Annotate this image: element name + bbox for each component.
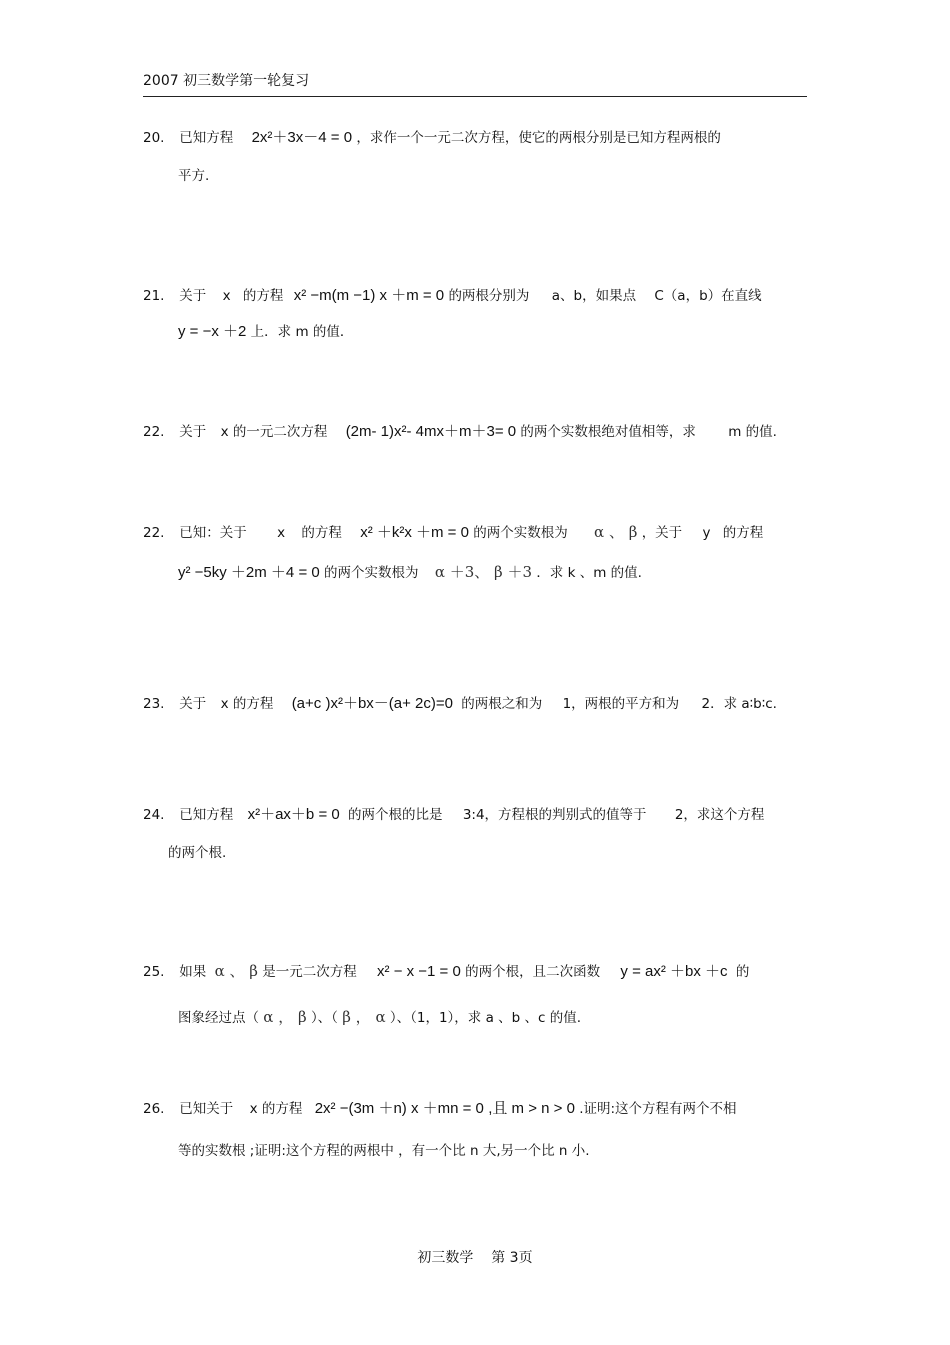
greek-point: α ， β (263, 1008, 307, 1026)
page-footer (0, 1247, 950, 1267)
greek-roots: α 、 β (214, 962, 258, 980)
greek-roots: α ＋3、 β ＋3 (434, 563, 533, 581)
problem-text: 的两个根，且二次函数 (465, 964, 601, 980)
problem-text: 的两个实数根为 (324, 565, 419, 581)
problem-text: m 的值. (728, 424, 777, 440)
page-header (143, 70, 807, 97)
problem-number: 23. (143, 696, 165, 712)
problem-text: 的 (735, 964, 750, 980)
problem-number: 21. (143, 288, 165, 304)
problem-number: 26. (143, 1101, 165, 1117)
problem-number: 25. (143, 964, 165, 980)
problem-text: 上．求 m 的值． (250, 324, 354, 340)
problem-text: ）、（1，1），求 a 、b 、c 的值. (389, 1010, 582, 1026)
problem-text: 2．求 a∶b∶c. (701, 696, 777, 712)
equation: 2x² −(3m ＋n) x ＋mn = 0 (314, 1100, 484, 1117)
problem-text: 1，两根的平方和为 (562, 696, 680, 712)
problem-text: 2，求这个方程 (674, 807, 765, 823)
problem-text: 的两个实数根绝对值相等，求 (520, 424, 696, 440)
problem-text: 已知关于 (179, 1101, 234, 1117)
variable: x (220, 696, 229, 712)
variable: x (220, 424, 229, 440)
equation: x²＋ax＋b = 0 (247, 806, 340, 823)
condition: ,且 m > n > 0 (488, 1100, 575, 1117)
problem-text: 的两根分别为 (448, 288, 530, 304)
problem-text: 已知：关于 (179, 525, 247, 541)
variable: x (222, 288, 231, 304)
problem-text: ，关于 (641, 525, 683, 541)
problem-text: C（a，b）在直线 (654, 288, 762, 304)
problem-text: 图象经过点（ (178, 1010, 259, 1026)
footer-text: 初三数学 第 3页 (417, 1250, 533, 1266)
problem-text: 等的实数根 ;证明:这个方程的两根中 ，有一个比 n 大,另一个比 n 小. (178, 1143, 590, 1159)
problem-text: 的一元二次方程 (232, 424, 328, 440)
problem-text: ）、（ (310, 1010, 338, 1026)
problem-text: 的方程 (232, 696, 274, 712)
equation: x² −m(m −1) x ＋m = 0 (293, 287, 445, 304)
problem-text: 的两个根. (168, 845, 227, 861)
problem-text: 已知方程 (179, 130, 234, 146)
problem-text: 的两个实数根为 (473, 525, 568, 541)
problem-number: 20. (143, 130, 165, 146)
problem-number: 24. (143, 807, 165, 823)
equation: x² ＋k²x ＋m = 0 (360, 524, 469, 541)
problem-text: ．求 k 、m 的值. (536, 565, 642, 581)
header-title: 2007 初三数学第一轮复习 (143, 73, 310, 89)
problem-text: 平方. (178, 168, 210, 184)
problem-text: 3:4，方程根的判别式的值等于 (462, 807, 647, 823)
greek-point: β ， α (342, 1008, 386, 1026)
equation: (2m- 1)x²- 4mx＋m＋3= 0 (345, 423, 517, 440)
problem-text: 关于 (179, 288, 207, 304)
problem-text: 的两个根的比是 (348, 807, 443, 823)
problem-text: ，求作一个一元二次方程，使它的两根分别是已知方程两根的 (356, 130, 721, 146)
problem-number: 22. (143, 424, 165, 440)
problem-text: a、b，如果点 (551, 288, 637, 304)
problem-text: 关于 (179, 424, 207, 440)
problem-text: 已知方程 (179, 807, 234, 823)
problem-text: .证明:这个方程有两个不相 (579, 1101, 737, 1117)
equation: y² −5ky ＋2m ＋4 = 0 (178, 564, 320, 581)
equation: x² − x −1 = 0 (377, 963, 461, 980)
variable: y (702, 525, 711, 541)
problem-text: 关于 (179, 696, 207, 712)
problem-text: 的方程 (722, 525, 764, 541)
variable: x (277, 525, 286, 541)
equation: 2x²＋3x－4 = 0 (251, 129, 353, 146)
equation: (a+c )x²＋bx－(a+ 2c)=0 (291, 695, 453, 712)
function-equation: y = ax² ＋bx ＋c (620, 963, 728, 980)
equation: y = −x ＋2 (178, 323, 247, 340)
problem-text: 如果 (179, 964, 207, 980)
problem-text: 的方程 (301, 525, 342, 541)
problem-number: 22. (143, 525, 165, 541)
greek-roots: α 、 β (594, 523, 638, 541)
problem-text: 是一元二次方程 (262, 964, 357, 980)
problem-text: 的方程 (261, 1101, 303, 1117)
problem-text: 的两根之和为 (461, 696, 543, 712)
problem-text: 的方程 (242, 288, 284, 304)
variable: x (249, 1101, 258, 1117)
